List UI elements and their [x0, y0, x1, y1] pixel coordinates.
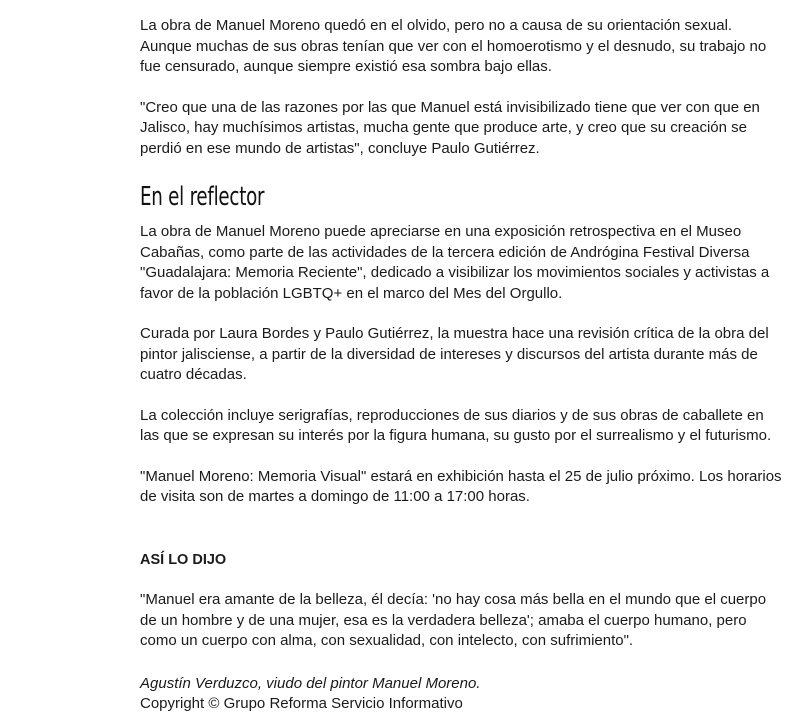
paragraph: "Manuel Moreno: Memoria Visual" estará en exhibición hasta el 25 de julio próximo. Los horarios de visita son de martes a domingo de 11:00 a 17:00 horas. — [140, 467, 782, 505]
paragraph: La colección incluye serigrafías, reproducciones de sus diarios y de sus obras de caballete en las que se expresan su interés por la figura humana, su gusto por el surrealismo y el futurismo. — [140, 406, 772, 444]
quote-heading: ASÍ LO DIJO — [140, 551, 227, 568]
paragraph: "Creo que una de las razones por las que Manuel está invisibilizado tiene que ver con que en Jalisco, hay muchísimos artistas, mucha gente que produce arte, y creo que su creación se perdió en ese mundo de artistas", concluye Paulo Gutiérrez. — [140, 98, 760, 157]
article-body — [140, 16, 785, 715]
paragraph: La obra de Manuel Moreno puede apreciarse en una exposición retrospectiva en el Museo Cabañas, como parte de las actividades de la tercera edición de Andrógina Festival Diversa "Guadalajara: Memoria Reciente", dedicado a visibilizar los movimientos sociales y activistas a favor de la población LGBTQ+ en el marco del Mes del Orgullo. — [140, 223, 770, 302]
quote-author: Agustín Verduzco, viudo del pintor Manuel Moreno. — [140, 674, 481, 692]
paragraph: La obra de Manuel Moreno quedó en el olvido, pero no a causa de su orientación sexual. Aunque muchas de sus obras tenían que ver con el homoerotismo y el desnudo, su trabajo no fue censurado, aunque siempre existió esa sombra bajo ellas. — [140, 17, 767, 75]
quote-text: "Manuel era amante de la belleza, él decía: 'no hay cosa más bella en el mundo que el cuerpo de un hombre y de una mujer, esa es la verdadera belleza'; amaba el cuerpo humano, pero como un cuerpo con alma, con sexualidad, con intelecto, con sufrimiento". — [140, 591, 767, 649]
copyright-notice: Copyright © Grupo Reforma Servicio Informativo — [140, 695, 463, 712]
paragraph: Curada por Laura Bordes y Paulo Gutiérrez, la muestra hace una revisión crítica de la obra del pintor jalisciense, a partir de la diversidad de intereses y discursos del artista durante más de cuatro décadas. — [140, 325, 769, 383]
section-heading: En el reflector — [140, 182, 265, 212]
